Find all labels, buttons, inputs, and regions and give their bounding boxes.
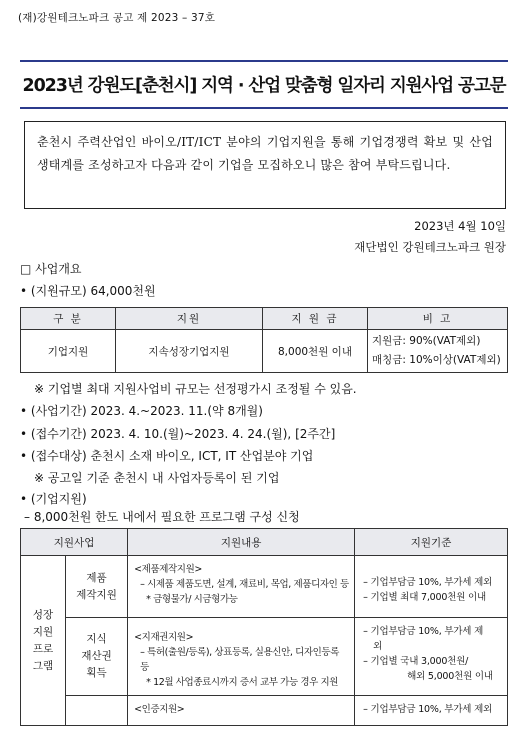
support-scale: • (지원규모) 64,000천원 <box>20 284 156 298</box>
program-name-empty <box>66 696 128 726</box>
program-table-header <box>21 529 508 556</box>
table-row <box>21 556 508 618</box>
criteria-line: – 기업부담금 10%, 부가세 제외 <box>363 576 493 588</box>
overview-table <box>20 307 508 373</box>
content-note: * 12월 사업종료시까지 증서 교부 가능 경우 지원 <box>146 676 339 688</box>
notice-date: 2023년 4월 10일 <box>414 219 506 233</box>
note-matching: 매칭금: 10%이상(VAT제외) <box>372 354 501 366</box>
support-heading: • (기업지원) <box>20 492 87 506</box>
intro-box: 춘천시 주력산업인 바이오/IT/ICT 분야의 기업지원을 통해 기업경쟁력 확보 및 산업 생태계를 조성하고자 다음과 같이 기업을 모집하오니 많은 참여 부탁드립니다. <box>24 121 506 209</box>
col-program: 지원사업 <box>21 529 128 556</box>
reception-period: • (접수기간) 2023. 4. 10.(월)~2023. 4. 24.(월), [2주간] <box>20 427 336 441</box>
document-number: (재)강원테크노파크 공고 제 2023 – 37호 <box>18 12 216 24</box>
business-period: • (사업기간) 2023. 4.~2023. 11.(약 8개월) <box>20 404 263 418</box>
target-note: ※ 공고일 기준 춘천시 내 사업자등록이 된 기업 <box>34 471 280 485</box>
reception-target: • (접수대상) 춘천시 소재 바이오, ICT, IT 산업분야 기업 <box>20 449 314 463</box>
criteria-line: 해외 5,000천원 이내 <box>407 671 493 682</box>
criteria-line: – 기업별 최대 7,000천원 이내 <box>363 591 486 603</box>
table-row <box>21 696 508 726</box>
col-content: 지원내용 <box>128 529 355 556</box>
content-line: – 시제품 제품도면, 설계, 재료비, 목업, 제품디자인 등 <box>140 579 349 590</box>
program-group: 성장 지원 프로 그램 <box>21 556 66 726</box>
title-bottom-rule <box>20 107 508 109</box>
cell-support: 지속성장기업지원 <box>116 330 263 373</box>
program-table <box>20 528 508 726</box>
program-criteria <box>355 556 508 618</box>
program-content <box>128 696 355 726</box>
criteria-line: – 기업부담금 10%, 부가세 제 <box>363 626 484 637</box>
content-line: – 특허(출원/등록), 상표등록, 실용신안, 디자인등록 등 <box>140 646 339 673</box>
col-support: 지원 <box>116 308 263 330</box>
table-row <box>21 618 508 696</box>
program-name: 제품 제작지원 <box>66 556 128 618</box>
criteria-line: – 기업별 국내 3,000천원/ <box>363 656 469 667</box>
program-content <box>128 618 355 696</box>
content-title: <제품제작지원> <box>134 564 202 575</box>
cell-note <box>368 330 508 373</box>
overview-table-header <box>21 308 508 330</box>
table-note: ※ 기업별 최대 지원사업비 규모는 선정평가시 조정될 수 있음. <box>34 382 357 396</box>
cell-category: 기업지원 <box>21 330 116 373</box>
section-heading-overview: □ 사업개요 <box>20 262 82 276</box>
col-note: 비 고 <box>368 308 508 330</box>
program-criteria <box>355 618 508 696</box>
program-criteria <box>355 696 508 726</box>
cell-amount: 8,000천원 이내 <box>263 330 368 373</box>
criteria-line: 외 <box>373 641 383 652</box>
col-category: 구 분 <box>21 308 116 330</box>
col-criteria: 지원기준 <box>355 529 508 556</box>
content-note: * 금형물가/ 시금형가능 <box>146 594 238 605</box>
content-title: <지재권지원> <box>134 631 194 643</box>
program-name: 지식 재산권 획득 <box>66 618 128 696</box>
program-content <box>128 556 355 618</box>
criteria-line: – 기업부담금 10%, 부가세 제외 <box>363 704 493 715</box>
notice-title: 2023년 강원도[춘천시] 지역 · 산업 맞춤형 일자리 지원사업 공고문 <box>22 76 506 96</box>
support-description: – 8,000천원 한도 내에서 필요한 프로그램 구성 신청 <box>24 510 300 524</box>
table-row <box>21 330 508 373</box>
col-amount: 지 원 금 <box>263 308 368 330</box>
issuer: 재단법인 강원테크노파크 원장 <box>354 240 506 254</box>
content-title: <인증지원> <box>134 704 185 715</box>
note-subsidy: 지원금: 90%(VAT제외) <box>372 335 481 347</box>
